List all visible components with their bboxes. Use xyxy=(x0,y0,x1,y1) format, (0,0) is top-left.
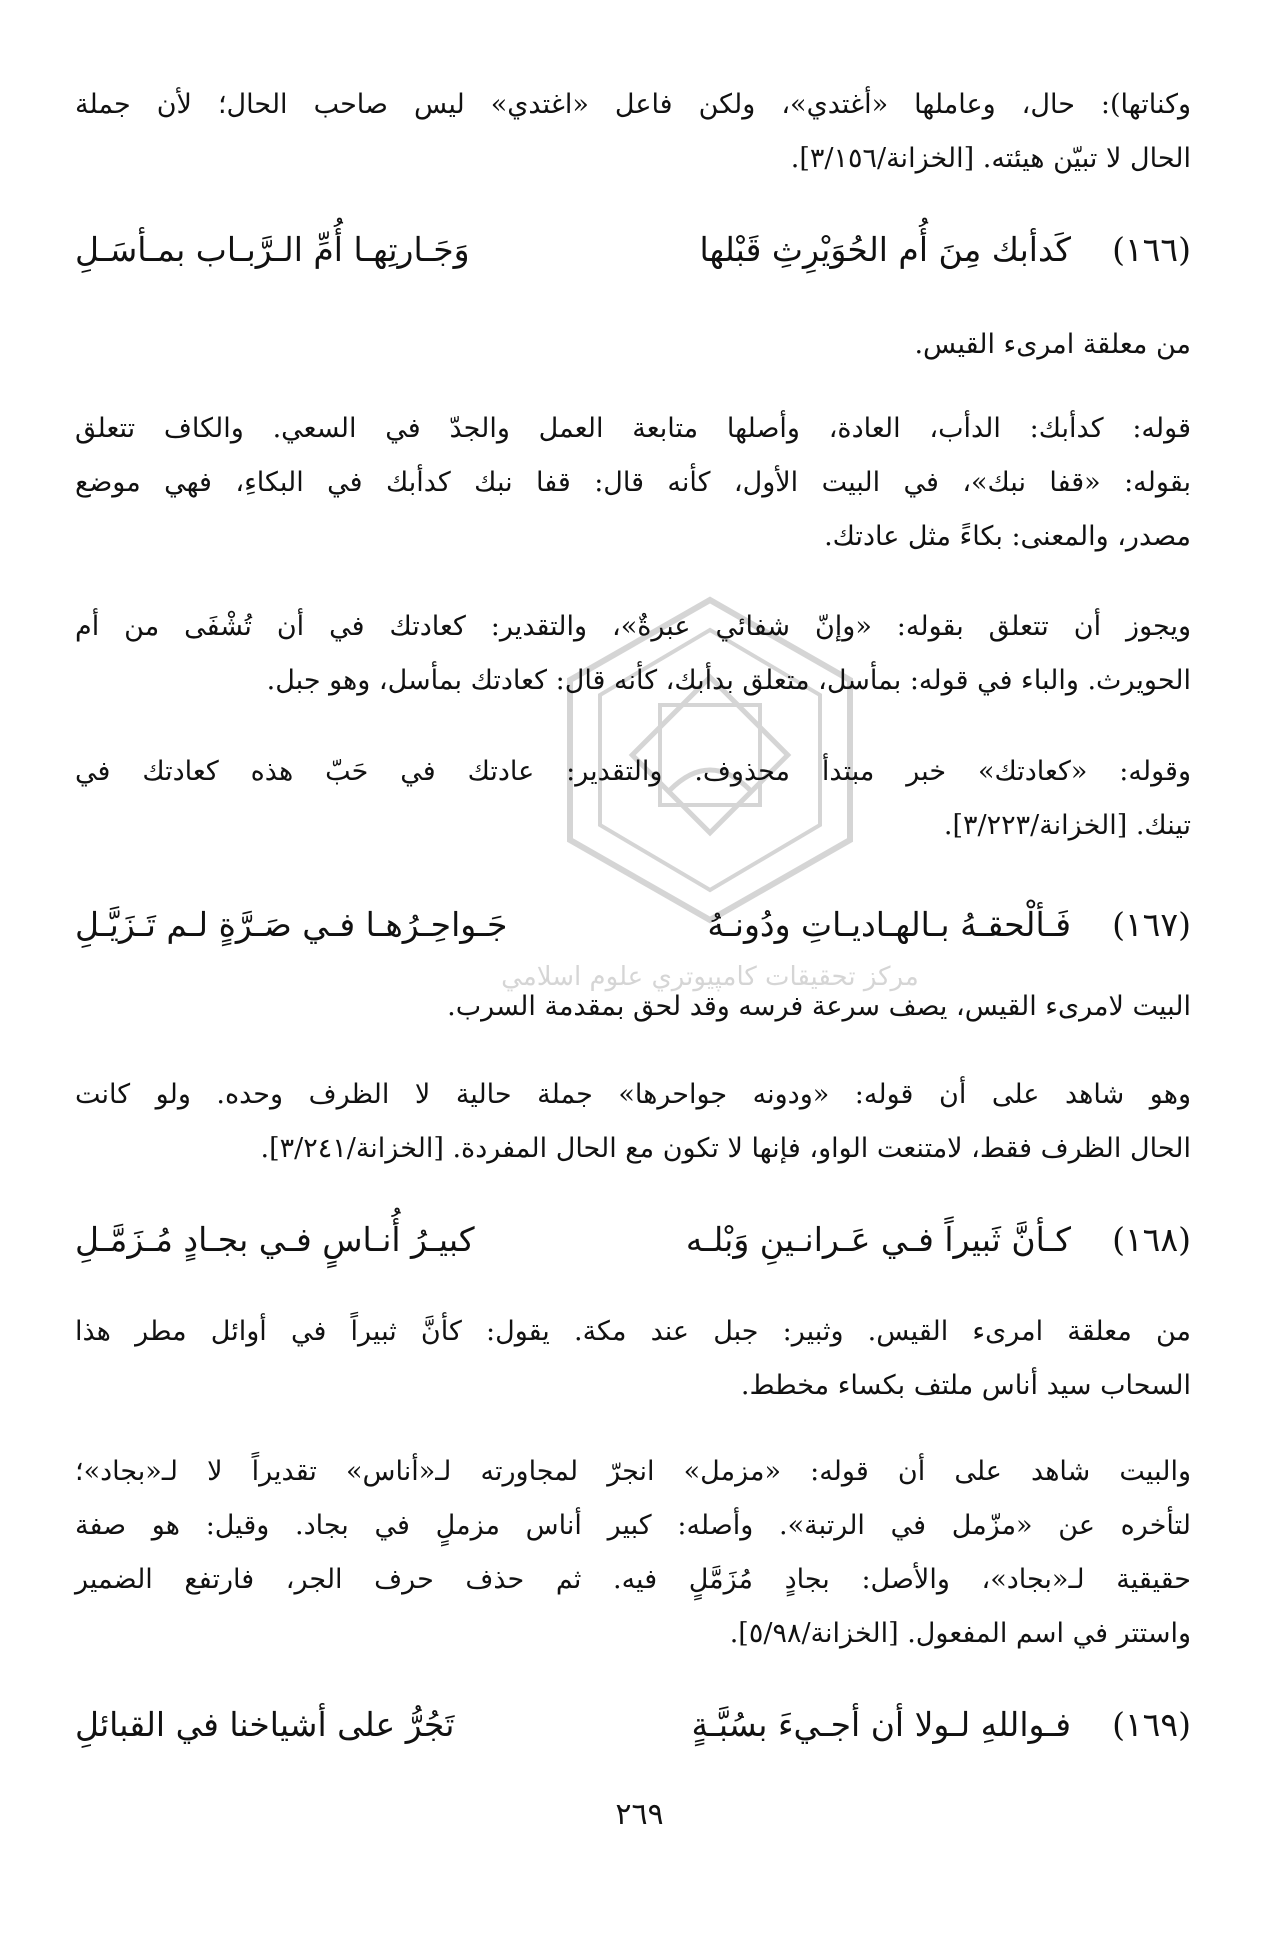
verse-first-hemistich: فَـألْحقـهُ بـالهـاديـاتِ ودُونـهُ xyxy=(707,905,1071,944)
verse-number: (١٦٩) xyxy=(1112,1705,1191,1744)
text-line: ويجوز أن تتعلق بقوله: «وإنّ شفائي عبرةٌ»، والتقدير: كعادتك في أن تُشْفَى من أم xyxy=(75,611,1191,642)
source-note-166: من معلقة امرىء القيس. xyxy=(914,329,1191,360)
paragraph-166-c xyxy=(75,745,1191,853)
text-line: وقوله: «كعادتك» خبر مبتدأ محذوف. والتقدير: عادتك في حَبّ هذه كعادتك في xyxy=(75,756,1191,787)
verse-first-hemistich: كَدأبك مِنَ أُم الحُوَيْرِثِ قَبْلها xyxy=(699,230,1071,269)
paragraph-168-b xyxy=(75,1445,1191,1661)
text-line: مصدر، والمعنى: بكاءً مثل عادتك. xyxy=(824,521,1191,552)
verse-first-hemistich: فـواللهِ لـولا أن أجـيءَ بسُبَّـةٍ xyxy=(691,1705,1071,1744)
verse-first-hemistich: كـأنَّ ثَبيراً فـي عَـرانـينِ وَبْلـه xyxy=(685,1220,1071,1259)
page-number: ٢٦٩ xyxy=(615,1797,664,1832)
text-line: وهو شاهد على أن قوله: «ودونه جواحرها» جملة حالية لا الظرف وحده. ولو كانت xyxy=(75,1079,1191,1110)
text-line: السحاب سيد أناس ملتف بكساء مخطط. xyxy=(740,1370,1191,1401)
text-line: قوله: كدأبك: الدأب، العادة، وأصلها متابعة العمل والجدّ في السعي. والكاف تتعلق xyxy=(75,413,1191,444)
paragraph-168-a xyxy=(75,1305,1191,1413)
text-line: وكناتها): حال، وعاملها «أغتدي»، ولكن فاعل «اغتدي» ليس صاحب الحال؛ لأن جملة xyxy=(75,89,1191,120)
text-line: الحال الظرف فقط، لامتنعت الواو، فإنها لا تكون مع الحال المفردة. [الخزانة/٣/٢٤١]. xyxy=(260,1133,1191,1164)
svg-text:مركز تحقيقات كامپيوتري علوم اس: مركز تحقيقات كامپيوتري علوم اسلامي xyxy=(501,962,919,992)
paragraph-intro xyxy=(75,78,1191,186)
text-line: الحال لا تبيّن هيئته. [الخزانة/٣/١٥٦]. xyxy=(790,143,1191,174)
text-line: والبيت شاهد على أن قوله: «مزمل» انجرّ لمجاورته لـ«أناس» تقديراً لا لـ«بجاد»؛ xyxy=(75,1456,1191,1487)
source-note-167: البيت لامرىء القيس، يصف سرعة فرسه وقد لحق بمقدمة السرب. xyxy=(447,991,1191,1022)
text-line: الحويرث. والباء في قوله: بمأسل، متعلق بدأبك، كأنه قال: كعادتك بمأسل، وهو جبل. xyxy=(266,665,1191,696)
text-line: من معلقة امرىء القيس. وثبير: جبل عند مكة. يقول: كأنَّ ثبيراً في أوائل مطر هذا xyxy=(75,1316,1191,1347)
text-line: واستتر في اسم المفعول. [الخزانة/٥/٩٨]. xyxy=(729,1618,1191,1649)
text-line: تينك. [الخزانة/٣/٢٢٣]. xyxy=(943,810,1191,841)
verse-number: (١٦٧) xyxy=(1112,905,1191,944)
paragraph-166-b xyxy=(75,600,1191,708)
text-line: حقيقية لـ«بجاد»، والأصل: بجادٍ مُزَمَّلٍ فيه. ثم حذف حرف الجر، فارتفع الضمير xyxy=(75,1564,1191,1595)
verse-168 xyxy=(75,1210,1191,1270)
paragraph-167 xyxy=(75,1068,1191,1176)
verse-number: (١٦٨) xyxy=(1112,1220,1191,1259)
verse-169 xyxy=(75,1695,1191,1755)
text-line: بقوله: «قفا نبك»، في البيت الأول، كأنه قال: قفا نبك كدأبك في البكاءِ، فهي موضع xyxy=(75,467,1191,498)
verse-second-hemistich: تَجُرُّ على أشياخنا في القبائلِ xyxy=(75,1705,455,1744)
verse-166 xyxy=(75,220,1191,280)
verse-number: (١٦٦) xyxy=(1112,230,1191,269)
text-line: لتأخره عن «مزّمل في الرتبة». وأصله: كبير أناس مزملٍ في بجاد. وقيل: هو صفة xyxy=(75,1510,1191,1541)
verse-second-hemistich: وَجَـارتِهـا أُمِّ الـرَّبـاب بمـأسَـلِ xyxy=(75,230,470,269)
verse-second-hemistich: كبيـرُ أُنـاسٍ فـي بجـادٍ مُـزَمَّـلِ xyxy=(75,1220,475,1259)
verse-second-hemistich: جَـواحِـرُهـا فـي صَـرَّةٍ لـم تَـزَيَّـلِ xyxy=(75,905,508,944)
paragraph-166-a xyxy=(75,402,1191,564)
verse-167 xyxy=(75,895,1191,955)
